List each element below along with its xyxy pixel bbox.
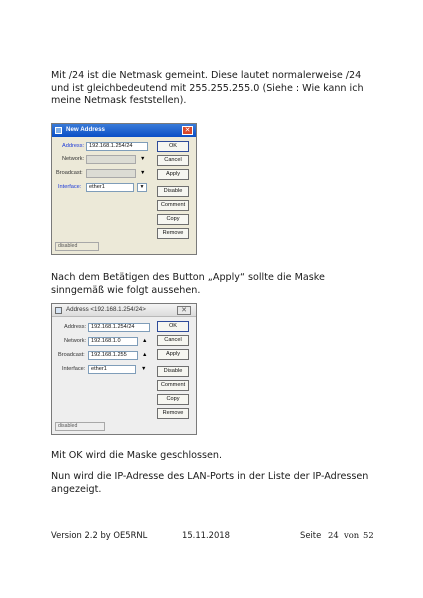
interface-dropdown-icon[interactable]: ▼	[137, 183, 147, 192]
interface-label: Interface:	[62, 366, 86, 372]
close-icon[interactable]: ✕	[177, 306, 191, 315]
dialog-title: Address <192.168.1.254/24>	[66, 306, 146, 313]
paragraph-ip-list: Nun wird die IP-Adresse des LAN-Ports in der Liste der IP-Adressen angezeigt.	[51, 471, 369, 495]
status-bar: disabled	[55, 422, 105, 431]
apply-button[interactable]: Apply	[157, 169, 189, 180]
dialog-titlebar[interactable]	[52, 124, 196, 137]
address-field[interactable]: 192.168.1.254/24	[86, 142, 148, 151]
disable-button[interactable]: Disable	[157, 366, 189, 377]
ok-button[interactable]: OK	[157, 141, 189, 152]
network-label: Network:	[64, 338, 87, 344]
cancel-button[interactable]: Cancel	[157, 155, 189, 166]
address-label: Address:	[64, 324, 87, 330]
footer-date: 15.11.2018	[182, 530, 230, 540]
copy-button[interactable]: Copy	[157, 214, 189, 225]
broadcast-field[interactable]: 192.168.1.255	[88, 351, 138, 360]
broadcast-label: Broadcast:	[58, 352, 85, 358]
footer-page-label: Seite	[300, 530, 322, 540]
network-label: Network:	[62, 156, 85, 162]
copy-button[interactable]: Copy	[157, 394, 189, 405]
paragraph-netmask: Mit /24 ist die Netmask gemeint. Diese lautet normalerweise /24 und ist gleichbedeutend mit 255.255.255.0 (Siehe : Wie kann ich meine Netmask feststellen).	[51, 70, 364, 107]
comment-button[interactable]: Comment	[157, 200, 189, 211]
comment-button[interactable]: Comment	[157, 380, 189, 391]
address-label: Address:	[62, 143, 85, 149]
footer-page-number: 24	[328, 530, 339, 540]
address-dialog	[51, 303, 197, 435]
paragraph-ok-close: Mit OK wird die Maske geschlossen.	[51, 450, 223, 461]
window-icon	[55, 127, 62, 134]
network-field	[86, 155, 136, 164]
footer-page-total: 52	[363, 530, 374, 540]
dialog-titlebar[interactable]	[52, 304, 196, 317]
status-bar: disabled	[55, 242, 99, 251]
network-field[interactable]: 192.168.1.0	[88, 337, 138, 346]
close-icon[interactable]: ✕	[182, 126, 193, 135]
interface-select[interactable]: ether1	[86, 183, 134, 192]
disable-button[interactable]: Disable	[157, 186, 189, 197]
interface-select[interactable]: ether1	[88, 365, 136, 374]
cancel-button[interactable]: Cancel	[157, 335, 189, 346]
footer-of-label: von	[344, 530, 360, 540]
dialog-title: New Address	[66, 126, 105, 133]
network-dropdown-icon[interactable]: ▼	[140, 156, 146, 162]
interface-label: Interface:	[58, 184, 82, 190]
broadcast-dropdown-icon[interactable]: ▼	[140, 170, 146, 176]
new-address-dialog	[51, 123, 197, 255]
network-toggle-icon[interactable]: ▲	[142, 338, 148, 344]
broadcast-field	[86, 169, 136, 178]
remove-button[interactable]: Remove	[157, 228, 189, 239]
window-icon	[55, 307, 62, 314]
broadcast-label: Broadcast:	[56, 170, 83, 176]
interface-dropdown-icon[interactable]: ▼	[141, 366, 147, 372]
address-field[interactable]: 192.168.1.254/24	[88, 323, 150, 332]
footer-version: Version 2.2 by OE5RNL	[51, 530, 148, 540]
ok-button[interactable]: OK	[157, 321, 189, 332]
remove-button[interactable]: Remove	[157, 408, 189, 419]
paragraph-apply: Nach dem Betätigen des Button „Apply“ sollte die Maske sinngemäß wie folgt aussehen.	[51, 272, 325, 296]
broadcast-toggle-icon[interactable]: ▲	[142, 352, 148, 358]
apply-button[interactable]: Apply	[157, 349, 189, 360]
